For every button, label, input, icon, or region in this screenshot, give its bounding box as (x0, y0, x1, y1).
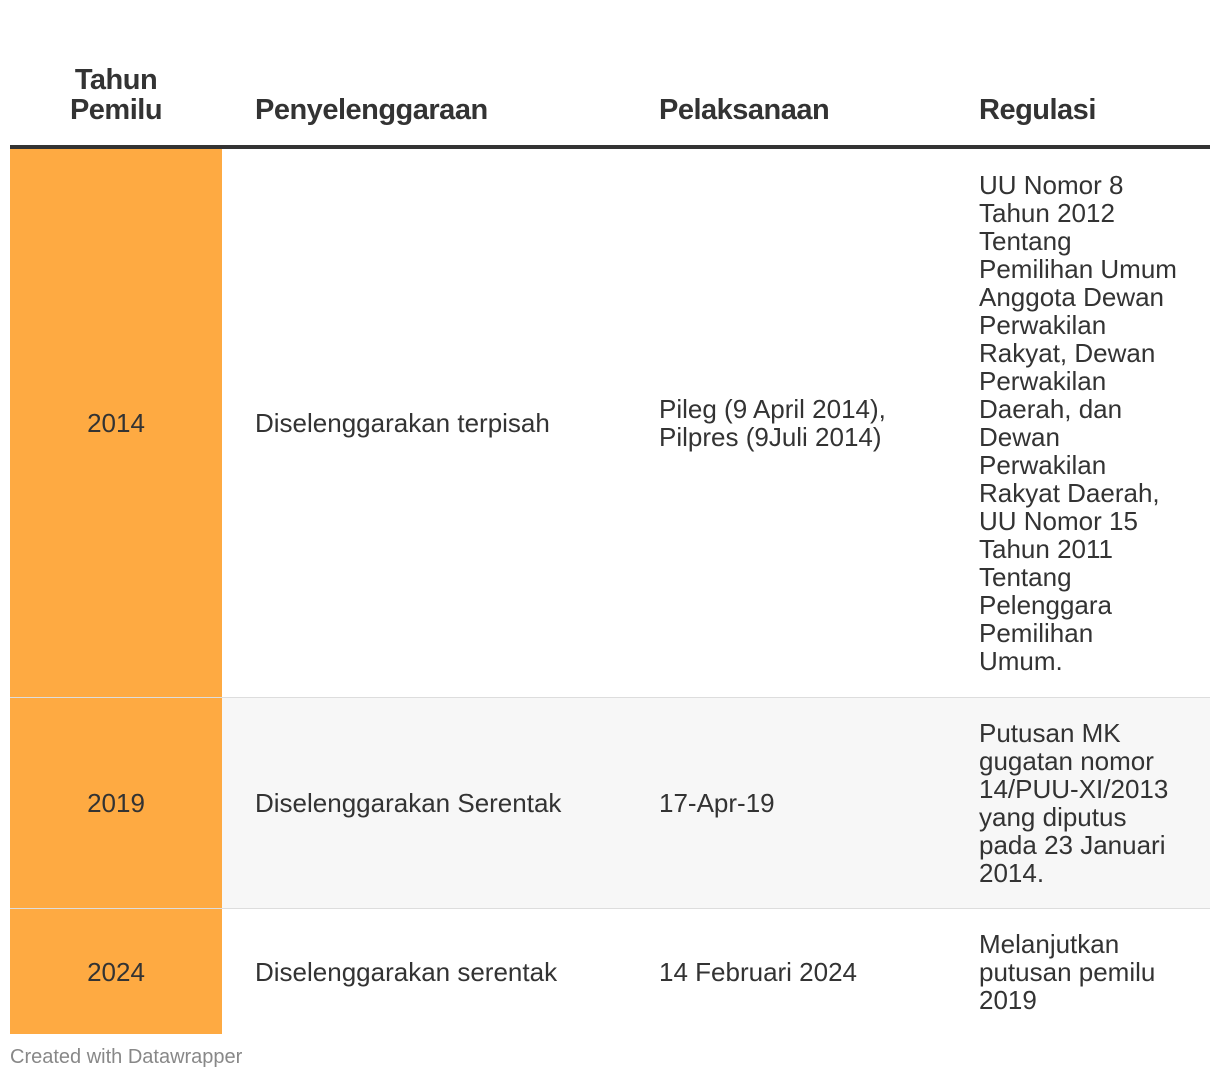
cell-line: Tahun 2012 (979, 198, 1115, 228)
table-row (10, 909, 1210, 1035)
table-body (10, 147, 1210, 1034)
datawrapper-credit[interactable]: Created with Datawrapper (10, 1046, 243, 1068)
election-table (10, 0, 1210, 1034)
cell-line: Perwakilan (979, 450, 1107, 480)
header-tahun-pemilu[interactable] (10, 0, 222, 147)
cell-line: Perwakilan (979, 310, 1107, 340)
cell-year: 2019 (10, 698, 222, 909)
cell-line: Umum. (979, 646, 1063, 676)
header-penyelenggaraan[interactable]: Penyelenggaraan (222, 0, 626, 147)
cell-line: Putusan MK (979, 718, 1121, 748)
header-row (10, 0, 1210, 147)
cell-line: Pileg (9 April 2014), (659, 394, 886, 424)
cell-line: Tentang (979, 226, 1072, 256)
cell-line: 14/PUU-XI/2013 (979, 774, 1169, 804)
table-row (10, 147, 1210, 698)
cell-line: Melanjutkan (979, 928, 1120, 959)
cell-year: 2014 (10, 147, 222, 698)
election-table-container (10, 0, 1210, 1034)
cell-line: Pemilihan Umum (979, 254, 1177, 284)
cell-regulasi (947, 698, 1210, 909)
cell-line: Anggota Dewan (979, 282, 1165, 312)
table-row (10, 698, 1210, 909)
cell-line: Daerah, dan (979, 394, 1123, 424)
cell-penyelenggaraan: Diselenggarakan serentak (255, 956, 558, 987)
cell-line: putusan pemilu (979, 956, 1156, 987)
cell-line: Pilpres (9Juli 2014) (659, 422, 882, 452)
cell-line: yang diputus (979, 802, 1127, 832)
cell-regulasi (947, 147, 1210, 698)
cell-line: Tahun 2011 (979, 534, 1113, 564)
cell-line: Rakyat Daerah, (979, 478, 1160, 508)
cell-pelaksanaan (626, 698, 947, 909)
cell-line: UU Nomor 8 (979, 170, 1124, 200)
cell-regulasi (947, 909, 1210, 1035)
header-tahun-line2: Pemilu (69, 94, 163, 126)
table-header (10, 0, 1210, 147)
cell-penyelenggaraan: Diselenggarakan Serentak (222, 698, 626, 909)
cell-line: gugatan nomor (979, 746, 1154, 776)
cell-year: 2024 (10, 909, 222, 1035)
cell-line: 2019 (979, 984, 1037, 1015)
cell-penyelenggaraan: Diselenggarakan terpisah (255, 408, 550, 438)
cell-line: Rakyat, Dewan (979, 338, 1156, 368)
cell-line: 17-Apr-19 (659, 788, 775, 818)
cell-line: pada 23 Januari (979, 830, 1166, 860)
cell-pelaksanaan (626, 909, 947, 1035)
header-tahun-line1: Tahun (74, 64, 158, 96)
cell-line: UU Nomor 15 (979, 506, 1138, 536)
cell-pelaksanaan (626, 147, 947, 698)
cell-line: Dewan (979, 422, 1060, 452)
header-pelaksanaan[interactable]: Pelaksanaan (626, 0, 947, 147)
header-regulasi[interactable]: Regulasi (947, 0, 1210, 147)
cell-line: 14 Februari 2024 (659, 956, 858, 987)
cell-line: Tentang (979, 562, 1072, 592)
cell-line: Perwakilan (979, 366, 1107, 396)
cell-line: Pelenggara (979, 590, 1112, 620)
cell-line: 2014. (979, 858, 1045, 888)
cell-line: Pemilihan (979, 618, 1094, 648)
